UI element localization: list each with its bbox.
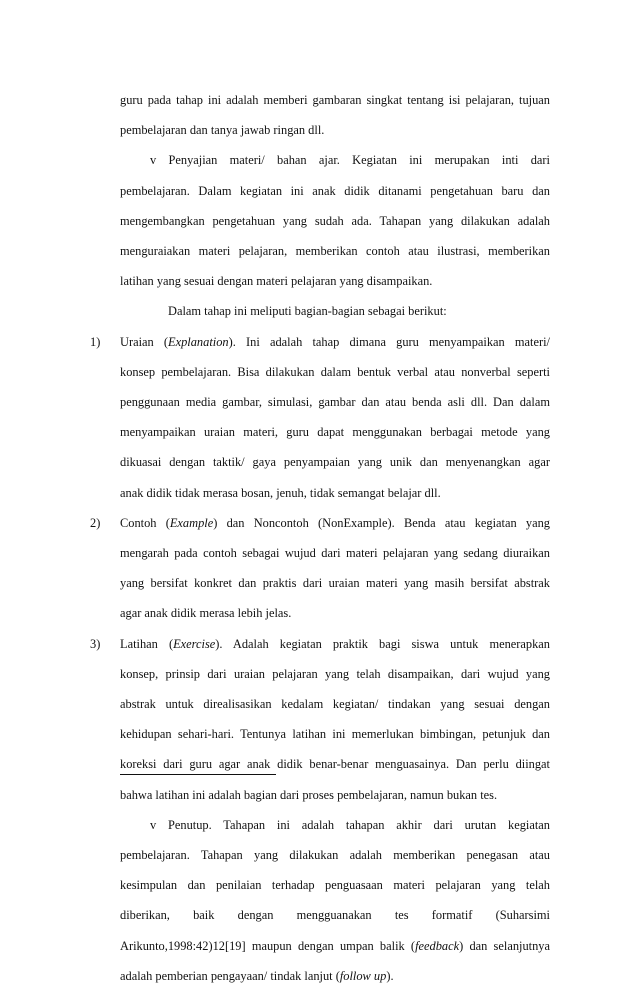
text-line: mengarah pada contoh sebagai wujud dari materi pelajaran yang sedang diuraikan [120,546,550,560]
list-number: 2) [90,516,101,530]
text-line: pembelajaran. Dalam kegiatan ini anak didik ditanami pengetahuan baru dan [120,184,550,198]
text-line: diberikan, baik dengan mengguanakan tes formatif (Suharsimi [120,908,550,922]
text-line: pembelajaran dan tanya jawab ringan dll. [120,123,325,137]
list-number: 3) [90,637,101,651]
text-line: Contoh (Example) dan Noncontoh (NonExample). Benda atau kegiatan yang [120,516,550,530]
text-line: adalah pemberian pengayaan/ tindak lanjut (follow up). [120,969,394,983]
text-line: latihan yang sesuai dengan materi pelajaran yang disampaikan. [120,274,433,288]
text-line: v Penyajian materi/ bahan ajar. Kegiatan ini merupakan inti dari [150,153,550,167]
text-line: kesimpulan dan penilaian terhadap penguasaan materi pelajaran yang telah [120,878,550,892]
text-line: Arikunto,1998:42)12[19] maupun dengan umpan balik (feedback) dan selanjutnya [120,939,550,953]
text-line: menyampaikan uraian materi, guru dapat menggunakan berbagai metode yang [120,425,550,439]
text-line: mengembangkan pengetahuan yang sudah ada. Tahapan yang dilakukan adalah [120,214,550,228]
text-line: konsep, prinsip dari uraian pelajaran yang telah disampaikan, dari wujud yang [120,667,550,681]
text-line: Latihan (Exercise). Adalah kegiatan praktik bagi siswa untuk menerapkan [120,637,550,651]
text-line: v Penutup. Tahapan ini adalah tahapan akhir dari urutan kegiatan [150,818,550,832]
text-line: dikuasai dengan taktik/ gaya penyampaian yang unik dan menyenangkan agar [120,455,550,469]
text-line: koreksi dari guru agar anak didik benar-benar menguasainya. Dan perlu diingat [120,757,550,771]
text-line: kehidupan sehari-hari. Tentunya latihan ini memerlukan bimbingan, petunjuk dan [120,727,550,741]
text-line: guru pada tahap ini adalah memberi gambaran singkat tentang isi pelajaran, tujuan [120,93,550,107]
text-line: pembelajaran. Tahapan yang dilakukan adalah memberikan penegasan atau [120,848,550,862]
text-line: agar anak didik merasa lebih jelas. [120,606,292,620]
list-number: 1) [90,335,101,349]
text-line: Dalam tahap ini meliputi bagian-bagian sebagai berikut: [168,304,447,318]
text-line: yang bersifat konkret dan praktis dari uraian materi yang masih bersifat abstrak [120,576,550,590]
footnote-rule [120,774,276,775]
text-line: menguraiakan materi pelajaran, memberikan contoh atau ilustrasi, memberikan [120,244,550,258]
text-line: abstrak untuk direalisasikan kedalam kegiatan/ tindakan yang sesuai dengan [120,697,550,711]
text-line: anak didik tidak merasa bosan, jenuh, tidak semangat belajar dll. [120,486,441,500]
text-line: bahwa latihan ini adalah bagian dari proses pembelajaran, namun bukan tes. [120,788,498,802]
text-line: penggunaan media gambar, simulasi, gambar dan atau benda asli dll. Dan dalam [120,395,550,409]
text-line: Uraian (Explanation). Ini adalah tahap dimana guru menyampaikan materi/ [120,335,550,349]
text-line: konsep pembelajaran. Bisa dilakukan dalam bentuk verbal atau nonverbal seperti [120,365,550,379]
